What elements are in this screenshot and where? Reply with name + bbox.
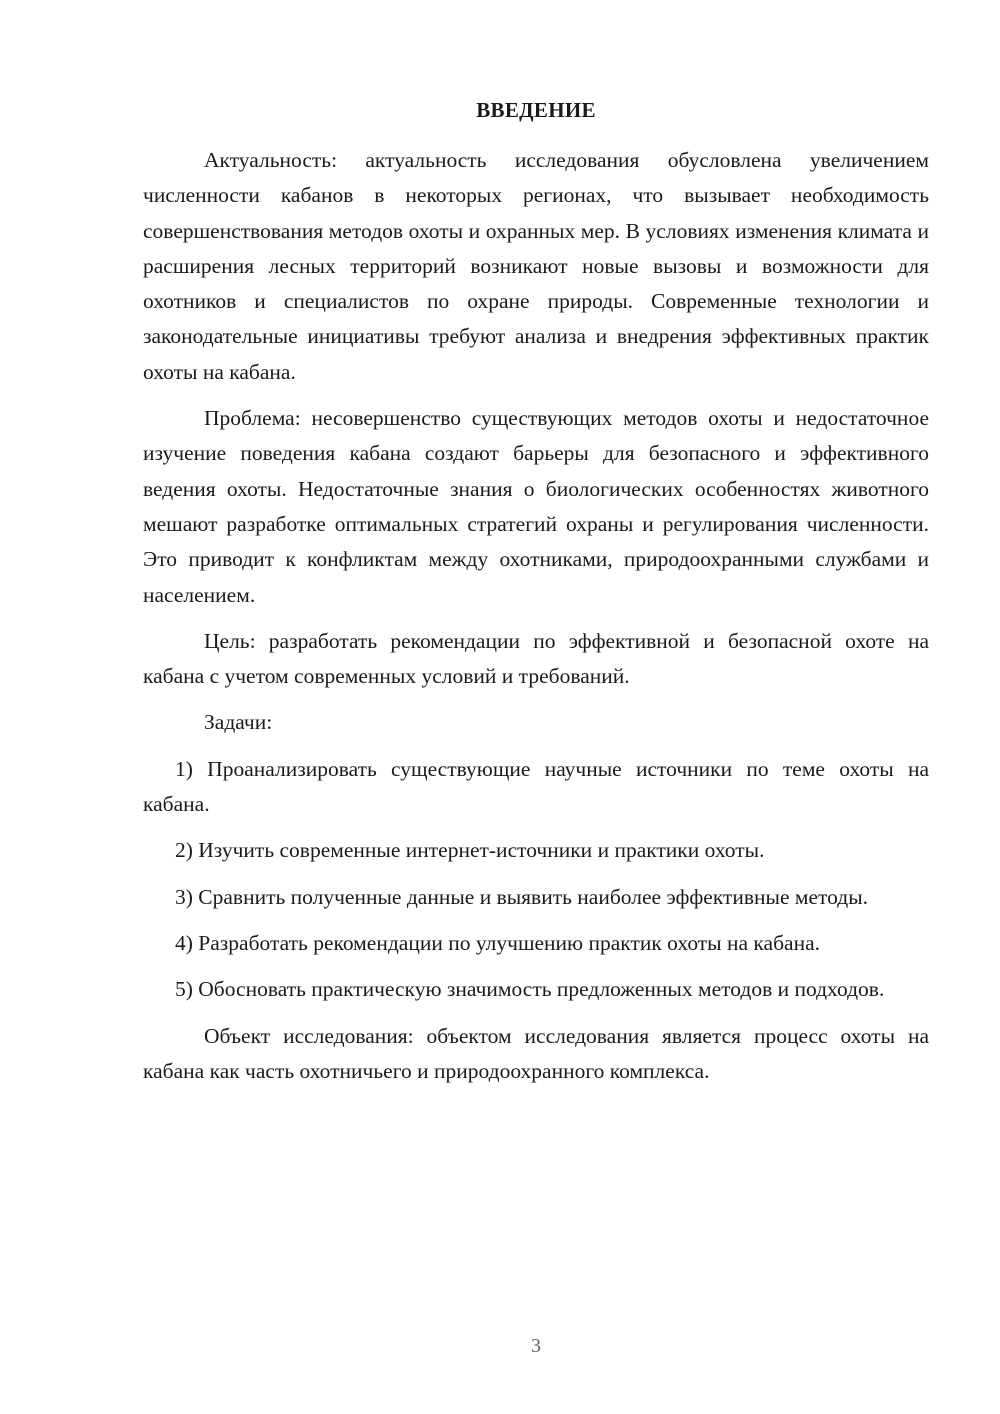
problem-paragraph: Проблема: несовершенство существующих методов охоты и недостаточное изучение поведения кабана создают барьеры для безопасного и эффективного ведения охоты. Недостаточные знания о биологических особенностях животного мешают разработке оптимальных стратегий охраны и регулирования численности. Это приводит к конфликтам между охотниками, природоохранными службами и населением. xyxy=(143,406,929,607)
section-title: ВВЕДЕНИЕ xyxy=(476,98,596,122)
page-number: 3 xyxy=(531,1335,541,1357)
task-item-4: 4) Разработать рекомендации по улучшению практик охоты на кабана. xyxy=(175,930,820,955)
body-text xyxy=(143,143,929,1100)
task-item-5: 5) Обосновать практическую значимость предложенных методов и подходов. xyxy=(175,977,885,1002)
task-item-1: 1) Проанализировать существующие научные источники по теме охоты на кабана. xyxy=(143,756,929,817)
task-item-3: 3) Сравнить полученные данные и выявить наиболее эффективные методы. xyxy=(175,884,869,909)
goal-paragraph: Цель: разработать рекомендации по эффективной и безопасной охоте на кабана с учетом современных условий и требований. xyxy=(143,628,929,689)
relevance-paragraph: Актуальность: актуальность исследования обусловлена увеличением численности кабанов в некоторых регионах, что вызывает необходимость совершенствования методов охоты и охранных мер. В условиях изменения климата и расширения лесных территорий возникают новые вызовы и возможности для охотников и специалистов по охране природы. Современные технологии и законодательные инициативы требуют анализа и внедрения эффективных практик охоты на кабана. xyxy=(143,148,929,384)
task-item-2: 2) Изучить современные интернет-источники и практики охоты. xyxy=(175,838,765,863)
tasks-heading: Задачи: xyxy=(204,710,273,735)
object-paragraph: Объект исследования: объектом исследования является процесс охоты на кабана как часть охотничьего и природоохранного комплекса. xyxy=(143,1023,929,1083)
